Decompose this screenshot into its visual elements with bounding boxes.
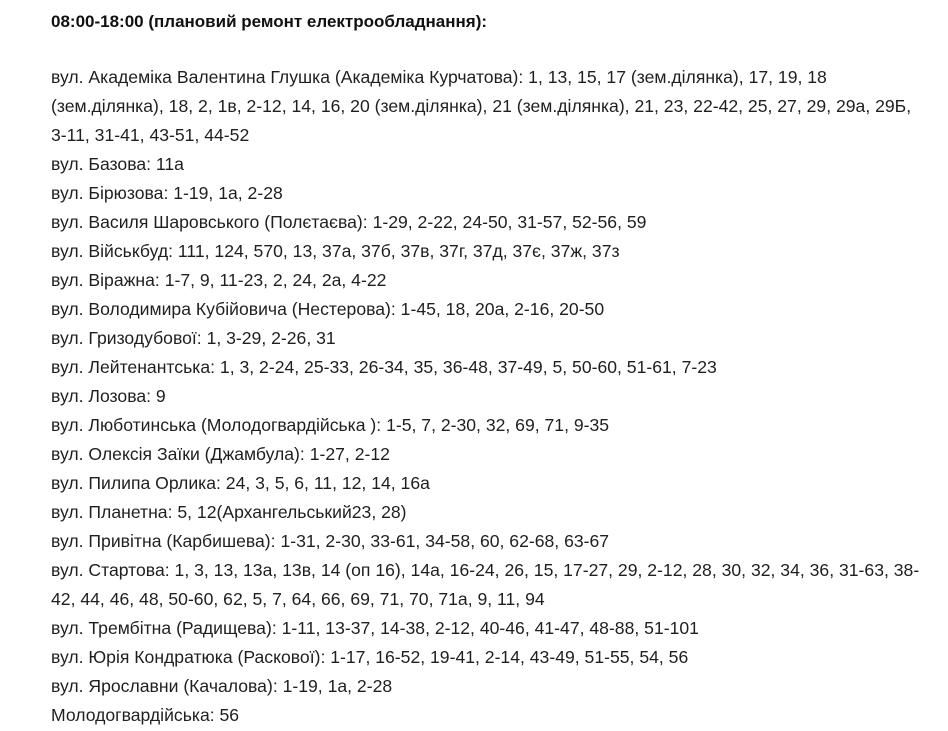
street-entry <box>51 150 931 179</box>
street-name: вул. Лейтенантська : <box>51 357 220 377</box>
street-entry <box>51 498 931 527</box>
street-name: вул. Гризодубової : <box>51 328 207 348</box>
house-numbers: 1, 3, 13, 13а, 13в, 14 (оп 16), 14а, 16-24, 26, 15, 17-27, 29, 2-12, 28, 30, 32, 34, 36, 31-63, 38-42, 44, 46, 48, 50-60, 62, 5, 7, 64, 66, 69, 71, 70, 71а, 9, 11, 94 <box>51 560 920 609</box>
house-numbers: 1-27, 2-12 <box>309 444 390 464</box>
street-name: вул. Привітна (Карбишева) : <box>51 531 280 551</box>
street-entry <box>51 179 931 208</box>
house-numbers: 9 <box>155 386 166 406</box>
street-entry <box>51 237 931 266</box>
house-numbers: 1-17, 16-52, 19-41, 2-14, 43-49, 51-55, 54, 56 <box>330 647 689 667</box>
street-name: вул. Олексія Заїки (Джамбула) : <box>51 444 310 464</box>
house-numbers: 1-29, 2-22, 24-50, 31-57, 52-56, 59 <box>372 212 647 232</box>
street-entry <box>51 63 931 150</box>
outage-schedule <box>51 10 931 730</box>
street-entry <box>51 324 931 353</box>
street-name: вул. Володимира Кубійовича (Нестерова) : <box>51 299 401 319</box>
house-numbers: 56 <box>219 705 240 725</box>
house-numbers: 1-19, 1а, 2-28 <box>282 676 393 696</box>
street-entry <box>51 701 931 730</box>
street-name: вул. Академіка Валентина Глушка (Академіка Курчатова) : <box>51 67 528 87</box>
house-numbers: 24, 3, 5, 6, 11, 12, 14, 16а <box>225 473 430 493</box>
house-numbers: 1-31, 2-30, 33-61, 34-58, 60, 62-68, 63-67 <box>280 531 610 551</box>
street-entry <box>51 614 931 643</box>
street-name: вул. Стартова : <box>51 560 175 580</box>
street-name: вул. Віражна : <box>51 270 165 290</box>
street-name: вул. Планетна : <box>51 502 177 522</box>
street-entry <box>51 672 931 701</box>
street-list <box>51 63 931 730</box>
street-name: вул. Лозова : <box>51 386 156 406</box>
street-entry <box>51 556 931 614</box>
house-numbers: 1-45, 18, 20а, 2-16, 20-50 <box>400 299 605 319</box>
house-numbers: 1-5, 7, 2-30, 32, 69, 71, 9-35 <box>386 415 610 435</box>
house-numbers: 1, 3-29, 2-26, 31 <box>206 328 336 348</box>
house-numbers: 11а <box>155 154 184 174</box>
street-entry <box>51 353 931 382</box>
street-name: вул. Військбуд : <box>51 241 178 261</box>
street-entry <box>51 266 931 295</box>
street-name: вул. Юрія Кондратюка (Раскової) : <box>51 647 330 667</box>
schedule-heading: 08:00-18:00 (плановий ремонт електрообладнання): <box>51 12 488 31</box>
house-numbers: 111, 124, 570, 13, 37а, 37б, 37в, 37г, 37д, 37є, 37ж, 37з <box>177 241 620 261</box>
street-name: вул. Люботинська (Молодогвардійська ) : <box>51 415 386 435</box>
street-name: вул. Базова : <box>51 154 156 174</box>
street-name: вул. Василя Шаровського (Полєтаєва) : <box>51 212 373 232</box>
house-numbers: 1, 13, 15, 17 (зем.ділянка), 17, 19, 18 (зем.ділянка), 18, 2, 1в, 2-12, 14, 16, 20 (зем.ділянка), 21 (зем.ділянка), 21, 23, 22-42, 25, 27, 29, 29а, 29Б, 3-11, 31-41, 43-51, 44-52 <box>51 67 912 145</box>
street-entry <box>51 382 931 411</box>
street-entry <box>51 411 931 440</box>
street-entry <box>51 643 931 672</box>
street-entry <box>51 208 931 237</box>
house-numbers: 1-11, 13-37, 14-38, 2-12, 40-46, 41-47, 48-88, 51-101 <box>281 618 699 638</box>
street-entry <box>51 440 931 469</box>
house-numbers: 5, 12(Архангельський23, 28) <box>177 502 407 522</box>
street-name: вул. Ярославни (Качалова) : <box>51 676 283 696</box>
street-entry <box>51 527 931 556</box>
street-name: вул. Бірюзова : <box>51 183 173 203</box>
street-name: Молодогвардійська : <box>51 705 220 725</box>
house-numbers: 1, 3, 2-24, 25-33, 26-34, 35, 36-48, 37-49, 5, 50-60, 51-61, 7-23 <box>219 357 717 377</box>
house-numbers: 1-19, 1а, 2-28 <box>173 183 283 203</box>
street-name: вул. Пилипа Орлика : <box>51 473 226 493</box>
street-entry <box>51 295 931 324</box>
house-numbers: 1-7, 9, 11-23, 2, 24, 2а, 4-22 <box>164 270 387 290</box>
street-name: вул. Трембітна (Радищева) : <box>51 618 282 638</box>
street-entry <box>51 469 931 498</box>
